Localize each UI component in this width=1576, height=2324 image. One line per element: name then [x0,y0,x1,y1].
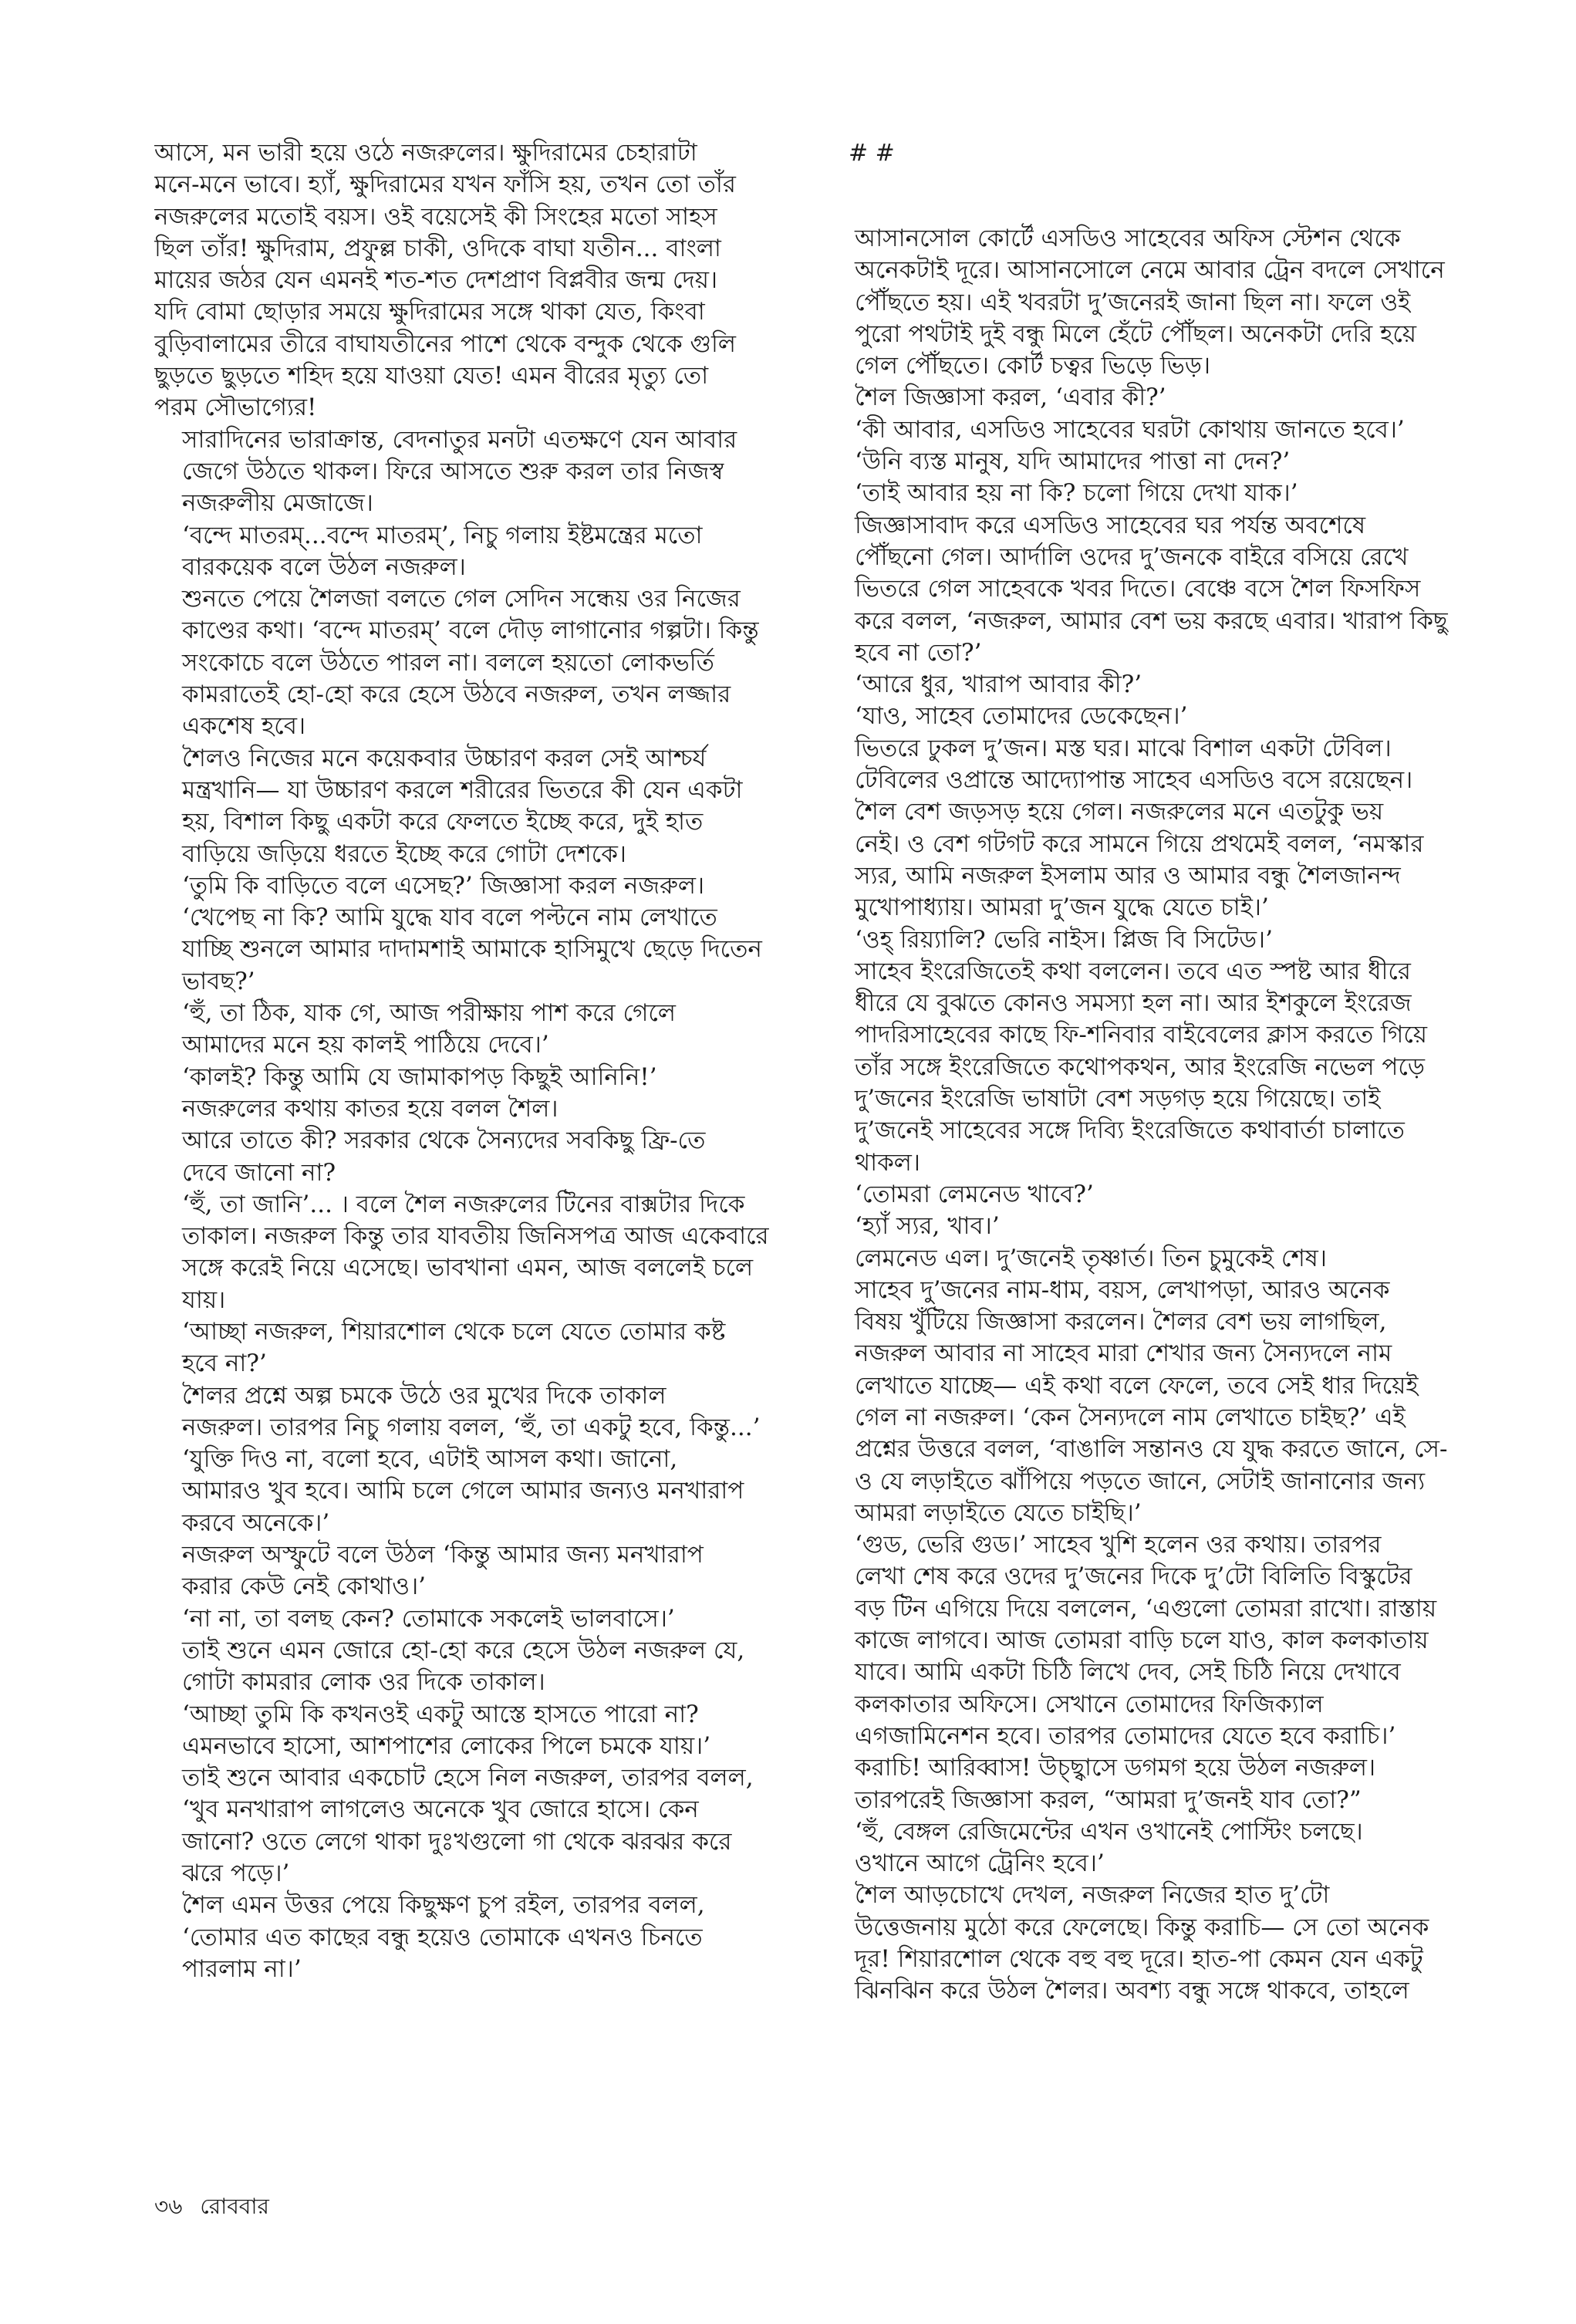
text-line: ‘না না, তা বলছ কেন? তোমাকে সকলেই ভালবাসে।’ [182,1604,675,1633]
text-line: তাই শুনে এমন জোরে হো-হো করে হেসে উঠল নজরুল যে, [182,1636,745,1664]
text-line: উত্তেজনায় মুঠো করে ফেলেছে। কিন্তু করাচি— সে তো অনেক [855,1913,1429,1941]
paragraph [827,382,1498,414]
paragraph [154,998,825,1062]
paragraph [154,520,825,584]
paragraph [154,1189,825,1316]
text-line: আমাদের মনে হয় কালই পাঠিয়ে দেবে।’ [182,1031,549,1059]
text-line: জেগে উঠতে থাকল। ফিরে আসতে শুরু করল তার নিজস্ব [182,457,724,485]
text-line: গেল না নজরুল। ‘কেন সৈন্যদলে নাম লেখাতে চাইছ?’ এই [855,1403,1406,1431]
text-line: মন্ত্রখানি— যা উচ্চারণ করলে শরীরের ভিতরে কী যেন একটা [182,775,743,804]
text-line: শৈল জিজ্ঞাসা করল, ‘এবার কী?’ [855,383,1166,412]
text-line: নেই। ও বেশ গটগট করে সামনে গিয়ে প্রথমেই বলল, ‘নমস্কার [855,829,1424,858]
paragraph [154,1444,825,1539]
text-line: যায়। [182,1285,226,1314]
text-line: ধীরে যে বুঝতে কোনও সমস্যা হল না। আর ইশকুলে ইংরেজ [855,989,1412,1018]
text-line: তাই শুনে আবার একচোট হেসে নিল নজরুল, তারপর বলল, [182,1764,754,1792]
text-line: মনে-মনে ভাবে। হ্যাঁ, ক্ষুদিরামের যখন ফাঁসি হয়, তখন তো তাঁর [154,171,736,199]
text-line: করবে অনেকে।’ [182,1508,330,1537]
paragraph [154,1635,825,1699]
paragraph [827,1243,1498,1275]
text-line: জিজ্ঞাসাবাদ করে এসডিও সাহেবের ঘর পর্যন্ত অবশেষে [855,511,1366,539]
text-line: মায়ের জঠর যেন এমনই শত-শত দেশপ্রাণ বিপ্লবীর জন্ম দেয়। [154,266,718,295]
text-line: তাঁর সঙ্গে ইংরেজিতে কথোপকথন, আর ইংরেজি নভেল পড়ে [855,1052,1426,1081]
text-line: স্যর, আমি নজরুল ইসলাম আর ও আমার বন্ধু শৈলজানন্দ [855,861,1401,890]
text-line: অনেকটাই দূরে। আসানসোলে নেমে আবার ট্রেন বদলে সেখানে [855,256,1445,285]
text-line: সাহেব দু’জনের নাম-ধাম, বয়স, লেখাপড়া, আরও অনেক [855,1275,1390,1304]
text-line: ‘যাও, সাহেব তোমাদের ডেকেছেন।’ [855,702,1188,731]
text-line: জানো? ওতে লেগে থাকা দুঃখগুলো গা থেকে ঝরঝর করে [182,1827,732,1856]
paragraph [827,446,1498,478]
text-line: পৌঁছনো গেল। আর্দালি ওদের দু’জনকে বাইরে বসিয়ে রেখে [855,542,1409,571]
text-line: বাড়িয়ে জড়িয়ে ধরতে ইচ্ছে করে গোটা দেশকে। [182,839,627,868]
text-line: ভিতরে ঢুকল দু’জন। মস্ত ঘর। মাঝে বিশাল একটা টেবিল। [855,734,1392,762]
text-line: ঝিনঝিন করে উঠল শৈলর। অবশ্য বন্ধু সঙ্গে থাকবে, তাহলে [855,1977,1409,2005]
text-line: প্রশ্নের উত্তরে বলল, ‘বাঙালি সন্তানও যে যুদ্ধ করতে জানে, সে- [855,1435,1448,1464]
text-line: সারাদিনের ভারাক্রান্ত, বেদনাতুর মনটা এতক্ষণে যেন আবার [182,425,737,454]
paragraph [154,1062,825,1126]
text-line: ‘তাই আবার হয় না কি? চলো গিয়ে দেখা যাক।’ [855,479,1298,508]
text-line: পারলাম না।’ [182,1954,302,1983]
text-line: পাদরিসাহেবের কাছে ফি-শনিবার বাইবেলের ক্লাস করতে গিয়ে [855,1021,1428,1049]
text-line: গেল পৌঁছতে। কোর্ট চত্বর ভিড়ে ভিড়। [855,352,1211,380]
text-line: ‘তোমার এত কাছের বন্ধু হয়েও তোমাকে এখনও চিনতে [182,1923,703,1951]
text-line: ‘খুব মনখারাপ লাগলেও অনেকে খুব জোরে হাসে। কেন [182,1795,699,1824]
text-line: হবে না?’ [182,1349,267,1378]
text-line: করাচি! আরিব্বাস! উচ্ছ্বাসে ডগমগ হয়ে উঠল নজরুল। [855,1754,1376,1782]
text-line: দু’জনের ইংরেজি ভাষাটা বেশ সড়গড় হয়ে গিয়েছে। তাই [855,1085,1381,1113]
paragraph [154,1890,825,1985]
text-line: শৈল আড়চোখে দেখল, নজরুল নিজের হাত দু’টো [855,1881,1330,1910]
text-line: নজরুল অস্ফুটে বলে উঠল ‘কিন্তু আমার জন্য মনখারাপ [182,1541,704,1569]
text-line: ‘গুড, ভেরি গুড।’ সাহেব খুশি হলেন ওর কথায়। তারপর [855,1531,1382,1559]
text-line: শৈল এমন উত্তর পেয়ে কিছুক্ষণ চুপ রইল, তারপর বলল, [182,1891,705,1920]
text-line: তাকাল। নজরুল কিন্তু তার যাবতীয় জিনিসপত্র আজ একেবারে [182,1222,769,1251]
text-line: ‘যুক্তি দিও না, বলো হবে, এটাই আসল কথা। জানো, [182,1445,678,1474]
text-line: বিষয় খুঁটিয়ে জিজ্ঞাসা করলেন। শৈলর বেশ ভয় লাগছিল, [855,1308,1387,1336]
page-footer [154,2190,280,2226]
paragraph [154,1539,825,1603]
text-line: এগজামিনেশন হবে। তারপর তোমাদের যেতে হবে করাচি।’ [855,1721,1396,1750]
text-line: যাচ্ছি শুনলে আমার দাদামশাই আমাকে হাসিমুখে ছেড়ে দিতেন [182,935,762,964]
paragraph [827,1275,1498,1529]
text-line: শুনতে পেয়ে শৈলজা বলতে গেল সেদিন সন্ধেয় ওর নিজের [182,585,741,613]
paragraph [154,424,825,520]
right-column-body [827,223,1498,2008]
text-line: নজরুলীয় মেজাজে। [182,489,373,518]
paragraph [827,1211,1498,1242]
text-line: ‘ওহ্ রিয়্যালি? ভেরি নাইস। প্লিজ বি সিটেড।’ [855,925,1273,954]
text-line: যাবে। আমি একটা চিঠি লিখে দেব, সেই চিঠি নিয়ে দেখাবে [855,1658,1401,1687]
text-line: ‘খেপেছ না কি? আমি যুদ্ধে যাব বলে পল্টনে নাম লেখাতে [182,904,717,932]
text-line: ‘আচ্ছা তুমি কি কখনওই একটু আস্তে হাসতে পারো না? [182,1700,699,1728]
section-break-marker: # # [849,140,895,167]
text-line: লেখাতে যাচ্ছে— এই কথা বলে ফেলে, তবে সেই ধার দিয়েই [855,1371,1419,1400]
text-line: ‘কী আবার, এসডিও সাহেবের ঘরটা কোথায় জানতে হবে।’ [855,415,1405,444]
page-number: ৩৬ [154,2194,183,2219]
paragraph [827,1529,1498,1752]
text-line: পুরো পথটাই দুই বন্ধু মিলে হেঁটে পৌঁছল। অনেকটা দেরি হয়ে [855,319,1417,348]
paragraph [827,733,1498,924]
text-line: দেবে জানো না? [182,1158,336,1187]
paragraph [154,1125,825,1189]
text-line: ‘হুঁ, তা ঠিক, যাক গে, আজ পরীক্ষায় পাশ করে গেলে [182,999,676,1028]
paragraph [827,701,1498,732]
text-line: সাহেব ইংরেজিতেই কথা বললেন। তবে এত স্পষ্ট আর ধীরে [855,957,1411,985]
paragraph [827,924,1498,956]
text-line: শৈল বেশ জড়সড় হয়ে গেল। নজরুলের মনে এতটুকু ভয় [855,798,1384,826]
text-line: থাকল। [855,1148,920,1177]
text-line: শৈলও নিজের মনে কয়েকবার উচ্চারণ করল সেই আশ্চর্য [182,744,707,772]
text-line: আমারও খুব হবে। আমি চলে গেলে আমার জন্যও মনখারাপ [182,1477,744,1505]
magazine-name: রোববার [200,2194,269,2219]
text-line: নজরুল আবার না সাহেব মারা শেখার জন্য সৈন্যদলে নাম [855,1339,1392,1368]
text-line: শৈলর প্রশ্নে অল্প চমকে উঠে ওর মুখের দিকে তাকাল [182,1381,667,1410]
paragraph [827,510,1498,669]
paragraph [827,223,1498,382]
paragraph [827,1880,1498,2007]
paragraph [827,1816,1498,1880]
paragraph [154,870,825,902]
text-line: ‘আরে ধুর, খারাপ আবার কী?’ [855,671,1142,699]
text-line: সংকোচে বলে উঠতে পারল না। বললে হয়তো লোকভর্তি [182,648,714,677]
left-column [154,137,825,1985]
text-line: নজরুল। তারপর নিচু গলায় বলল, ‘হুঁ, তা একটু হবে, কিন্তু...’ [182,1413,761,1441]
text-line: কাজে লাগবে। আজ তোমরা বাড়ি চলে যাও, কাল কলকাতায় [855,1626,1429,1655]
text-line: নজরুলের মতোই বয়স। ওই বয়েসেই কী সিংহের মতো সাহস [154,202,717,231]
paragraph [154,1603,825,1635]
text-line: ‘বন্দে মাতরম্...বন্দে মাতরম্’, নিচু গলায় ইষ্টমন্ত্রের মতো [182,521,703,549]
text-line: কামরাতেই হো-হো করে হেসে উঠবে নজরুল, তখন লজ্জার [182,681,731,709]
text-line: ‘উনি ব্যস্ত মানুষ, যদি আমাদের পাত্তা না দেন?’ [855,448,1291,476]
text-line: ‘তুমি কি বাড়িতে বলে এসেছ?’ জিজ্ঞাসা করল নজরুল। [182,871,705,900]
text-line: বড় টিন এগিয়ে দিয়ে বললেন, ‘এগুলো তোমরা রাখো। রাস্তায় [855,1594,1437,1623]
paragraph [154,583,825,742]
text-line: বারকয়েক বলে উঠল নজরুল। [182,552,466,581]
text-line: কলকাতার অফিসে। সেখানে তোমাদের ফিজিক্যাল [855,1690,1324,1718]
text-line: ‘তোমরা লেমনেড খাবে?’ [855,1180,1094,1208]
text-line: দু’জনেই সাহেবের সঙ্গে দিব্যি ইংরেজিতে কথাবার্তা চালাতে [855,1116,1405,1145]
text-line: ‘কালই? কিন্তু আমি যে জামাকাপড় কিছুই আনিনি!’ [182,1062,657,1091]
text-line: ও যে লড়াইতে ঝাঁপিয়ে পড়তে জানে, সেটাই জানানোর জন্য [855,1467,1426,1495]
paragraph [827,1752,1498,1816]
right-column [827,137,1498,2008]
paragraph [154,902,825,998]
text-line: যদি বোমা ছোড়ার সময়ে ক্ষুদিরামের সঙ্গে থাকা যেত, কিংবা [154,298,705,326]
text-line: আমরা লড়াইতে যেতে চাইছি।’ [855,1498,1142,1527]
text-line: ‘হুঁ, বেঙ্গল রেজিমেন্টের এখন ওখানেই পোস্টিং চলছে। [855,1817,1363,1846]
paragraph [827,478,1498,509]
text-line: করার কেউ নেই কোথাও।’ [182,1572,427,1601]
paragraph [154,1762,825,1890]
text-line: আরে তাতে কী? সরকার থেকে সৈন্যদের সবকিছু ফ্রি-তে [182,1127,706,1155]
paragraph [154,1380,825,1444]
text-line: ওখানে আগে ট্রেনিং হবে।’ [855,1849,1105,1878]
text-line: ‘হুঁ, তা জানি’... । বলে শৈল নজরুলের টিনের বাক্সটার দিকে [182,1190,745,1218]
text-line: কাণ্ডের কথা। ‘বন্দে মাতরম্’ বলে দৌড় লাগানোর গল্পটা। কিন্তু [182,616,759,645]
text-line: হয়, বিশাল কিছু একটা করে ফেলতে ইচ্ছে করে, দুই হাত [182,808,704,836]
text-line: ছুড়তে ছুড়তে শহিদ হয়ে যাওয়া যেত! এমন বীরের মৃত্যু তো [154,362,709,390]
text-line: লেমনেড এল। দু’জনেই তৃষ্ণার্ত। তিন চুমুকেই শেষ। [855,1244,1327,1272]
text-line: আসানসোল কোর্টে এসডিও সাহেবের অফিস স্টেশন থেকে [855,225,1401,252]
text-line: পরম সৌভাগ্যের! [154,394,317,422]
text-line: ‘হ্যাঁ স্যর, খাব।’ [855,1212,1000,1241]
paragraph [154,1316,825,1380]
text-line: সঙ্গে করেই নিয়ে এসেছে। ভাবখানা এমন, আজ বললেই চলে [182,1254,754,1282]
paragraph [154,137,825,424]
paragraph [827,956,1498,1179]
paragraph [154,1699,825,1763]
text-line: ভিতরে গেল সাহেবকে খবর দিতে। বেঞ্চে বসে শৈল ফিসফিস [855,575,1421,603]
text-line: করে বলল, ‘নজরুল, আমার বেশ ভয় করছে এবার। খারাপ কিছু [855,606,1448,635]
text-line: ভাবছ?’ [182,967,255,995]
text-line: একশেষ হবে। [182,712,306,741]
text-line: মুখোপাধ্যায়। আমরা দু’জন যুদ্ধে যেতে চাই।’ [855,893,1269,922]
text-line: পৌঁছতে হয়। এই খবরটা দু’জনেরই জানা ছিল না। ফলে ওই [855,288,1411,316]
paragraph [827,669,1498,701]
text-line: এমনভাবে হাসো, আশপাশের লোকের পিলে চমকে যায়।’ [182,1731,711,1760]
paragraph [827,1179,1498,1211]
text-line: ঝরে পড়ে।’ [182,1860,290,1888]
text-line: গোটা কামরার লোক ওর দিকে তাকাল। [182,1668,545,1697]
text-line: হবে না তো?’ [855,638,982,667]
text-line: ছিল তাঁর! ক্ষুদিরাম, প্রফুল্ল চাকী, ওদিকে বাঘা যতীন... বাংলা [154,234,721,262]
text-line: বুড়িবালামের তীরে বাঘাযতীনের পাশে থেকে বন্দুক থেকে গুলি [154,329,737,358]
text-line: তারপরেই জিজ্ঞাসা করল, “আমরা দু’জনই যাব তো?” [855,1785,1362,1814]
text-line: ‘আচ্ছা নজরুল, শিয়ারশোল থেকে চলে যেতে তোমার কষ্ট [182,1317,726,1346]
text-line: টেবিলের ওপ্রান্তে আদ্যোপান্ত সাহেব এসডিও বসে রয়েছেন। [855,766,1413,795]
text-line: লেখা শেষ করে ওদের দু’জনের দিকে দু’টো বিলিতি বিস্কুটের [855,1562,1412,1591]
paragraph [827,414,1498,446]
text-line: নজরুলের কথায় কাতর হয়ে বলল শৈল। [182,1094,559,1123]
paragraph [154,743,825,870]
text-line: আসে, মন ভারী হয়ে ওঠে নজরুলের। ক্ষুদিরামের চেহারাটা [154,139,697,167]
text-line: দূর! শিয়ারশোল থেকে বহু বহু দূরে। হাত-পা কেমন যেন একটু [855,1945,1423,1974]
